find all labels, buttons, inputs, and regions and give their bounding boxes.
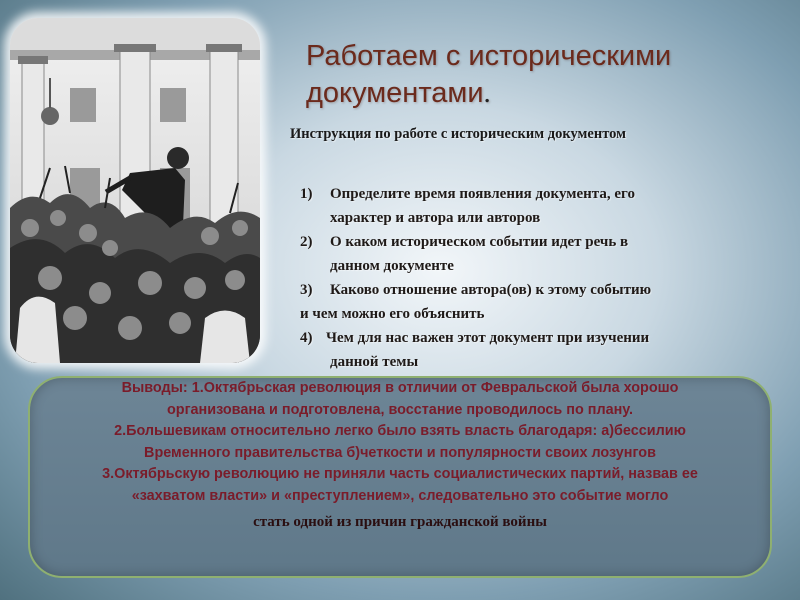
list-item-text: Определите время появления документа, его (330, 186, 635, 202)
slide-title (306, 38, 776, 112)
conclusions-text (40, 378, 760, 534)
list-item (300, 326, 760, 350)
list-item-continuation: и чем можно его объяснить (300, 306, 485, 322)
list-item-number: 1) (300, 186, 313, 202)
list-item (300, 182, 760, 206)
list-item-number: 2) (300, 234, 313, 250)
conclusion-line: «захватом власти» и «преступлением», следовательно это событие могло (131, 487, 669, 504)
list-item-continuation: характер и автора или авторов (330, 210, 541, 226)
historical-painting-image (10, 18, 260, 363)
list-item-text: О каком историческом событии идет речь в (330, 234, 629, 250)
conclusions-box (28, 376, 772, 578)
list-item-text: Каково отношение автора(ов) к этому событию (330, 282, 652, 298)
list-item-number: 4) (300, 330, 313, 346)
conclusion-line: Временного правительства б)четкости и популярности своих лозунгов (144, 444, 656, 461)
slide-title-text: Работаем с историческими документами (306, 40, 672, 109)
slide-title-dot: . (483, 77, 491, 109)
list-item-continuation: данной темы (330, 354, 419, 370)
list-item (300, 230, 760, 254)
conclusion-line: организована и подготовлена, восстание проводилось по плану. (166, 401, 634, 418)
conclusion-line: 3.Октябрьскую революцию не приняли часть социалистических партий, назвав ее (102, 466, 698, 482)
list-item-continuation: данном документе (330, 258, 454, 274)
list-item-number: 3) (300, 282, 313, 298)
list-item (300, 278, 760, 302)
conclusion-line: стать одной из причин гражданской войны (253, 514, 547, 530)
conclusion-line: 2.Большевикам относительно легко было взять власть благодаря: а)бессилию (114, 423, 686, 439)
instruction-list (300, 182, 760, 374)
instruction-heading: Инструкция по работе с историческим документом (290, 126, 626, 142)
list-item-text: Чем для нас важен этот документ при изучении (326, 330, 650, 346)
conclusion-line: Выводы: 1.Октябрьская революция в отличии от Февральской была хорошо (121, 380, 679, 396)
